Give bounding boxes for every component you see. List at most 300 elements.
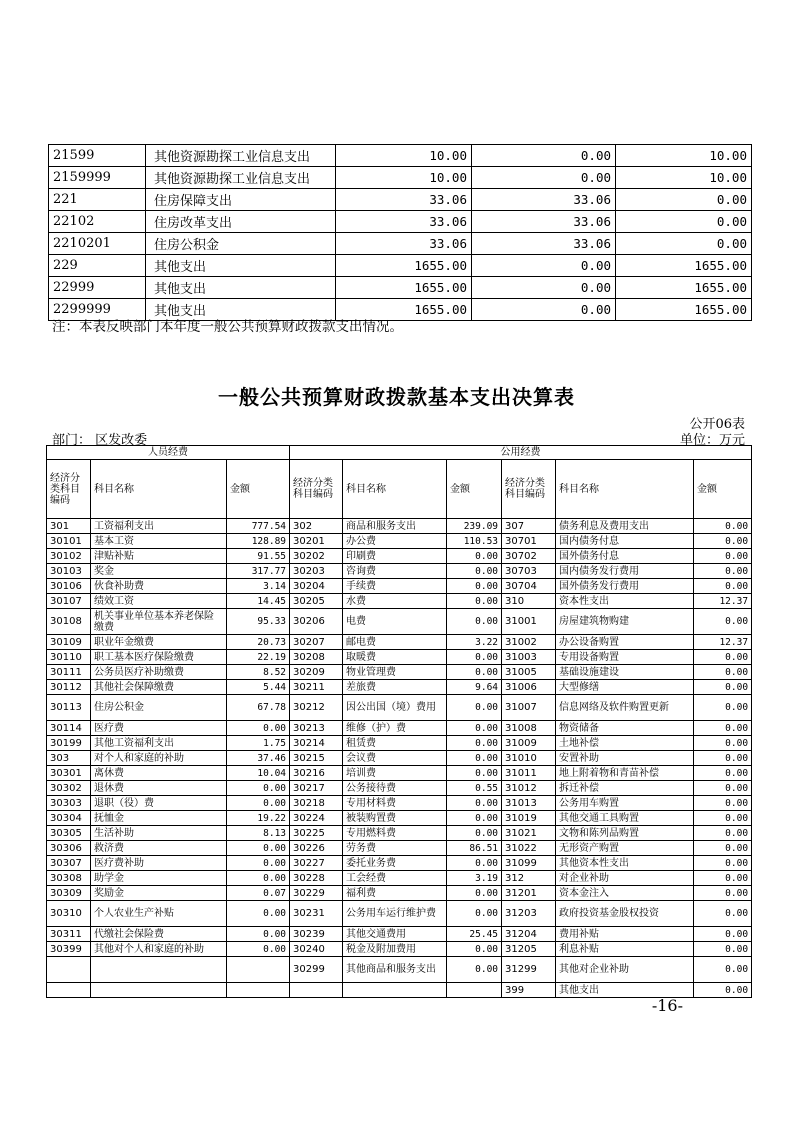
- cell-name: 奖励金: [91, 886, 227, 901]
- cell-amount: 0.00: [227, 927, 290, 942]
- cell-code: 30306: [47, 841, 91, 856]
- cell-name: 其他资源勘探工业信息支出: [146, 167, 336, 189]
- table-row: [47, 901, 752, 927]
- cell-name: 生活补助: [91, 826, 227, 841]
- col-header-amount: 金额: [447, 460, 502, 519]
- cell-code: 307: [502, 519, 556, 534]
- cell-code: 30111: [47, 665, 91, 680]
- cell-name: 其他支出: [146, 299, 336, 321]
- table-row: [47, 609, 752, 635]
- cell-code: 30112: [47, 680, 91, 695]
- cell-code: 229: [49, 255, 146, 277]
- cell-amount: 0.00: [694, 751, 752, 766]
- cell-code: 30217: [290, 781, 343, 796]
- cell-name: 工会经费: [343, 871, 447, 886]
- cell-name: 公务接待费: [343, 781, 447, 796]
- cell-code: 30227: [290, 856, 343, 871]
- cell-name: 公务用车运行维护费: [343, 901, 447, 927]
- cell-name: 国外债务付息: [556, 549, 694, 564]
- cell-amount: 0.00: [694, 766, 752, 781]
- cell-code: 22102: [49, 211, 146, 233]
- cell-amount: 8.52: [227, 665, 290, 680]
- cell-code: 30101: [47, 534, 91, 549]
- cell-amount: 10.04: [227, 766, 290, 781]
- table-row: [47, 856, 752, 871]
- cell-code: 30207: [290, 635, 343, 650]
- table-row: [49, 277, 752, 299]
- cell-amount: 14.45: [227, 594, 290, 609]
- cell-name: 费用补贴: [556, 927, 694, 942]
- cell-amount: 91.55: [227, 549, 290, 564]
- cell-name: 职业年金缴费: [91, 635, 227, 650]
- cell-code: 30225: [290, 826, 343, 841]
- cell-name: 助学金: [91, 871, 227, 886]
- cell-project: 10.00: [616, 167, 752, 189]
- cell-code: 30110: [47, 650, 91, 665]
- cell-amount: 0.00: [694, 942, 752, 957]
- cell-name: 对个人和家庭的补助: [91, 751, 227, 766]
- cell-amount: 0.00: [447, 901, 502, 927]
- cell-amount: 0.00: [447, 736, 502, 751]
- cell-amount: 0.00: [447, 609, 502, 635]
- cell-name: 邮电费: [343, 635, 447, 650]
- cell-amount: 0.00: [227, 721, 290, 736]
- cell-amount: 239.09: [447, 519, 502, 534]
- cell-basic: 0.00: [472, 277, 616, 299]
- cell-code: [290, 983, 343, 998]
- cell-code: 30214: [290, 736, 343, 751]
- cell-code: 30703: [502, 564, 556, 579]
- cell-code: 31008: [502, 721, 556, 736]
- cell-total: 33.06: [336, 211, 472, 233]
- cell-amount: 25.45: [447, 927, 502, 942]
- cell-name: 离休费: [91, 766, 227, 781]
- cell-amount: 0.00: [447, 796, 502, 811]
- cell-code: 30208: [290, 650, 343, 665]
- cell-name: 专用材料费: [343, 796, 447, 811]
- cell-amount: 0.00: [694, 650, 752, 665]
- cell-name: 信息网络及软件购置更新: [556, 695, 694, 721]
- cell-code: 30216: [290, 766, 343, 781]
- table-row: [49, 255, 752, 277]
- cell-amount: 0.00: [694, 549, 752, 564]
- cell-name: [343, 983, 447, 998]
- cell-code: 310: [502, 594, 556, 609]
- cell-amount: 86.51: [447, 841, 502, 856]
- cell-amount: 0.00: [447, 549, 502, 564]
- cell-amount: 0.00: [447, 751, 502, 766]
- cell-code: 31011: [502, 766, 556, 781]
- table-row: [47, 680, 752, 695]
- cell-amount: 0.00: [227, 871, 290, 886]
- cell-code: 30204: [290, 579, 343, 594]
- cell-code: 30113: [47, 695, 91, 721]
- cell-amount: 95.33: [227, 609, 290, 635]
- cell-name: 手续费: [343, 579, 447, 594]
- cell-amount: 0.00: [694, 927, 752, 942]
- table-row: [47, 886, 752, 901]
- cell-code: 30226: [290, 841, 343, 856]
- table-row: [47, 564, 752, 579]
- cell-name: 其他资源勘探工业信息支出: [146, 145, 336, 167]
- cell-basic: 0.00: [472, 167, 616, 189]
- cell-code: 30218: [290, 796, 343, 811]
- cell-code: 30205: [290, 594, 343, 609]
- cell-amount: 0.00: [694, 957, 752, 983]
- cell-name: 其他交通费用: [343, 927, 447, 942]
- cell-code: 30303: [47, 796, 91, 811]
- cell-amount: 0.00: [694, 534, 752, 549]
- cell-amount: 0.00: [694, 695, 752, 721]
- table-row: [47, 650, 752, 665]
- table-row: [47, 983, 752, 998]
- cell-name: 租赁费: [343, 736, 447, 751]
- table-row: [49, 233, 752, 255]
- cell-amount: 0.00: [694, 579, 752, 594]
- cell-amount: 128.89: [227, 534, 290, 549]
- cell-code: 31204: [502, 927, 556, 942]
- cell-code: 30209: [290, 665, 343, 680]
- cell-name: 因公出国（境）费用: [343, 695, 447, 721]
- cell-amount: 0.00: [447, 579, 502, 594]
- cell-name: 基本工资: [91, 534, 227, 549]
- cell-code: 30239: [290, 927, 343, 942]
- cell-code: 30229: [290, 886, 343, 901]
- cell-code: 30224: [290, 811, 343, 826]
- page-number: -16-: [651, 996, 683, 1015]
- cell-amount: 0.00: [447, 564, 502, 579]
- table-row: [47, 549, 752, 564]
- cell-code: 31006: [502, 680, 556, 695]
- cell-name: 资本性支出: [556, 594, 694, 609]
- cell-name: 住房公积金: [91, 695, 227, 721]
- cell-code: 31099: [502, 856, 556, 871]
- cell-total: 33.06: [336, 233, 472, 255]
- cell-name: 水费: [343, 594, 447, 609]
- cell-name: 其他商品和服务支出: [343, 957, 447, 983]
- cell-name: 其他社会保障缴费: [91, 680, 227, 695]
- cell-code: 30231: [290, 901, 343, 927]
- cell-code: 30701: [502, 534, 556, 549]
- cell-code: 30199: [47, 736, 91, 751]
- cell-code: 399: [502, 983, 556, 998]
- cell-code: 30311: [47, 927, 91, 942]
- cell-name: 办公费: [343, 534, 447, 549]
- table-row: [47, 579, 752, 594]
- cell-name: 物业管理费: [343, 665, 447, 680]
- page-title: 一般公共预算财政拨款基本支出决算表: [218, 385, 575, 409]
- cell-name: 救济费: [91, 841, 227, 856]
- cell-name: 其他支出: [146, 277, 336, 299]
- cell-name: 抚恤金: [91, 811, 227, 826]
- cell-name: 被装购置费: [343, 811, 447, 826]
- cell-code: 30228: [290, 871, 343, 886]
- cell-amount: 0.00: [447, 811, 502, 826]
- table-note: 注：本表反映部门本年度一般公共预算财政拨款支出情况。: [52, 319, 403, 335]
- col-header-amount: 金额: [227, 460, 290, 519]
- cell-code: 30203: [290, 564, 343, 579]
- cell-name: 债务利息及费用支出: [556, 519, 694, 534]
- table-row: [47, 957, 752, 983]
- cell-name: 退休费: [91, 781, 227, 796]
- cell-name: 国外债务发行费用: [556, 579, 694, 594]
- cell-amount: 0.00: [694, 665, 752, 680]
- cell-amount: 0.00: [227, 781, 290, 796]
- cell-amount: 3.22: [447, 635, 502, 650]
- cell-amount: 0.55: [447, 781, 502, 796]
- cell-name: 住房改革支出: [146, 211, 336, 233]
- cell-amount: [227, 957, 290, 983]
- department-label: 部门： 区发改委: [52, 433, 148, 448]
- cell-basic: 0.00: [472, 255, 616, 277]
- cell-code: 30240: [290, 942, 343, 957]
- cell-amount: 0.00: [694, 886, 752, 901]
- cell-name: 机关事业单位基本养老保险缴费: [91, 609, 227, 635]
- cell-code: 31203: [502, 901, 556, 927]
- cell-code: 30305: [47, 826, 91, 841]
- cell-amount: 0.00: [227, 796, 290, 811]
- cell-code: 31012: [502, 781, 556, 796]
- cell-name: 文物和陈列品购置: [556, 826, 694, 841]
- cell-amount: 0.00: [447, 856, 502, 871]
- cell-project: 1655.00: [616, 277, 752, 299]
- cell-code: 31002: [502, 635, 556, 650]
- public-group-header: 公用经费: [290, 446, 752, 460]
- cell-code: [47, 983, 91, 998]
- cell-amount: 0.00: [694, 983, 752, 998]
- col-header-name: 科目名称: [91, 460, 227, 519]
- cell-name: 津贴补贴: [91, 549, 227, 564]
- cell-code: 221: [49, 189, 146, 211]
- col-header-name: 科目名称: [343, 460, 447, 519]
- cell-amount: 0.00: [694, 901, 752, 927]
- table-row: [47, 751, 752, 766]
- cell-code: 31299: [502, 957, 556, 983]
- cell-code: 30309: [47, 886, 91, 901]
- table-row: [47, 811, 752, 826]
- cell-name: 政府投资基金股权投资: [556, 901, 694, 927]
- cell-amount: 0.00: [447, 650, 502, 665]
- cell-amount: 0.00: [447, 957, 502, 983]
- cell-amount: 0.00: [227, 901, 290, 927]
- cell-name: 基础设施建设: [556, 665, 694, 680]
- cell-name: 差旅费: [343, 680, 447, 695]
- cell-name: 专用燃料费: [343, 826, 447, 841]
- cell-amount: 0.00: [694, 721, 752, 736]
- cell-amount: 0.00: [694, 680, 752, 695]
- cell-project: 1655.00: [616, 299, 752, 321]
- cell-name: 税金及附加费用: [343, 942, 447, 957]
- cell-name: 国内债务付息: [556, 534, 694, 549]
- cell-name: 取暖费: [343, 650, 447, 665]
- cell-code: 2210201: [49, 233, 146, 255]
- table-row: [47, 635, 752, 650]
- cell-name: 伙食补助费: [91, 579, 227, 594]
- cell-total: 1655.00: [336, 277, 472, 299]
- table-row: [47, 665, 752, 680]
- cell-code: 30704: [502, 579, 556, 594]
- cell-amount: 0.00: [694, 781, 752, 796]
- cell-code: 30213: [290, 721, 343, 736]
- cell-code: 30307: [47, 856, 91, 871]
- cell-name: 房屋建筑物购建: [556, 609, 694, 635]
- cell-amount: 0.07: [227, 886, 290, 901]
- cell-name: 公务员医疗补助缴费: [91, 665, 227, 680]
- cell-code: 30114: [47, 721, 91, 736]
- cell-code: 30103: [47, 564, 91, 579]
- table-code: 公开06表: [689, 417, 745, 432]
- cell-code: 22999: [49, 277, 146, 299]
- cell-total: 1655.00: [336, 255, 472, 277]
- cell-name: 其他对企业补助: [556, 957, 694, 983]
- cell-amount: 0.00: [694, 841, 752, 856]
- cell-name: 对企业补助: [556, 871, 694, 886]
- cell-amount: 777.54: [227, 519, 290, 534]
- cell-name: 住房公积金: [146, 233, 336, 255]
- cell-name: 拆迁补偿: [556, 781, 694, 796]
- cell-code: 30202: [290, 549, 343, 564]
- cell-code: 30299: [290, 957, 343, 983]
- table-row: [47, 695, 752, 721]
- cell-name: 个人农业生产补贴: [91, 901, 227, 927]
- cell-project: 0.00: [616, 189, 752, 211]
- cell-amount: 0.00: [227, 841, 290, 856]
- table-row: [49, 167, 752, 189]
- cell-code: 31007: [502, 695, 556, 721]
- cell-name: 办公设备购置: [556, 635, 694, 650]
- cell-code: 302: [290, 519, 343, 534]
- cell-code: 31021: [502, 826, 556, 841]
- cell-amount: 3.19: [447, 871, 502, 886]
- cell-project: 0.00: [616, 211, 752, 233]
- cell-code: 30301: [47, 766, 91, 781]
- cell-amount: 0.00: [694, 811, 752, 826]
- cell-code: 30302: [47, 781, 91, 796]
- cell-amount: [447, 983, 502, 998]
- cell-project: 10.00: [616, 145, 752, 167]
- cell-name: 专用设备购置: [556, 650, 694, 665]
- cell-name: 住房保障支出: [146, 189, 336, 211]
- cell-name: 无形资产购置: [556, 841, 694, 856]
- table-row: [49, 211, 752, 233]
- cell-code: 30102: [47, 549, 91, 564]
- cell-code: 30108: [47, 609, 91, 635]
- cell-amount: 0.00: [227, 942, 290, 957]
- cell-name: 医疗费补助: [91, 856, 227, 871]
- cell-name: 其他交通工具购置: [556, 811, 694, 826]
- cell-name: 安置补助: [556, 751, 694, 766]
- cell-code: 30201: [290, 534, 343, 549]
- cell-project: 1655.00: [616, 255, 752, 277]
- cell-code: 30215: [290, 751, 343, 766]
- cell-name: 其他资本性支出: [556, 856, 694, 871]
- col-header-code: 经济分类科目编码: [290, 460, 343, 519]
- cell-name: 资本金注入: [556, 886, 694, 901]
- cell-name: 绩效工资: [91, 594, 227, 609]
- cell-code: 30399: [47, 942, 91, 957]
- cell-code: 30109: [47, 635, 91, 650]
- cell-name: 退职（役）费: [91, 796, 227, 811]
- table-row: [47, 841, 752, 856]
- cell-code: 2159999: [49, 167, 146, 189]
- cell-code: 31005: [502, 665, 556, 680]
- cell-name: 工资福利支出: [91, 519, 227, 534]
- cell-amount: 3.14: [227, 579, 290, 594]
- cell-amount: 0.00: [227, 856, 290, 871]
- cell-name: 国内债务发行费用: [556, 564, 694, 579]
- cell-name: 电费: [343, 609, 447, 635]
- table-row: [49, 189, 752, 211]
- cell-amount: 0.00: [694, 564, 752, 579]
- cell-project: 0.00: [616, 233, 752, 255]
- cell-name: 培训费: [343, 766, 447, 781]
- cell-code: 31201: [502, 886, 556, 901]
- cell-code: 30206: [290, 609, 343, 635]
- table-row: [47, 942, 752, 957]
- cell-amount: 0.00: [447, 695, 502, 721]
- cell-code: 31003: [502, 650, 556, 665]
- cell-code: 30310: [47, 901, 91, 927]
- cell-code: 301: [47, 519, 91, 534]
- col-header-name: 科目名称: [556, 460, 694, 519]
- group-header-row: [47, 446, 752, 460]
- cell-code: 31022: [502, 841, 556, 856]
- cell-code: 31019: [502, 811, 556, 826]
- table-row: [47, 781, 752, 796]
- table-row: [47, 927, 752, 942]
- cell-name: 委托业务费: [343, 856, 447, 871]
- cell-name: 医疗费: [91, 721, 227, 736]
- cell-code: 31205: [502, 942, 556, 957]
- top-expenditure-table: [48, 144, 752, 321]
- table-row: [47, 721, 752, 736]
- cell-basic: 33.06: [472, 233, 616, 255]
- cell-basic: 0.00: [472, 299, 616, 321]
- cell-total: 10.00: [336, 145, 472, 167]
- cell-amount: 37.46: [227, 751, 290, 766]
- cell-amount: 19.22: [227, 811, 290, 826]
- cell-name: 土地补偿: [556, 736, 694, 751]
- cell-amount: 0.00: [447, 826, 502, 841]
- cell-amount: 0.00: [447, 721, 502, 736]
- cell-code: 312: [502, 871, 556, 886]
- cell-amount: 0.00: [694, 856, 752, 871]
- cell-amount: [227, 983, 290, 998]
- cell-code: [47, 957, 91, 983]
- cell-basic: 33.06: [472, 211, 616, 233]
- table-row: [47, 736, 752, 751]
- cell-name: 职工基本医疗保险缴费: [91, 650, 227, 665]
- unit-label: 单位：万元: [679, 433, 745, 448]
- cell-name: 维修（护）费: [343, 721, 447, 736]
- cell-code: 31013: [502, 796, 556, 811]
- cell-amount: 0.00: [694, 826, 752, 841]
- cell-name: [91, 957, 227, 983]
- cell-name: 公务用车购置: [556, 796, 694, 811]
- cell-code: 30212: [290, 695, 343, 721]
- cell-total: 10.00: [336, 167, 472, 189]
- cell-code: 30106: [47, 579, 91, 594]
- col-header-code: 经济分类科目编码: [47, 460, 91, 519]
- cell-name: 咨询费: [343, 564, 447, 579]
- cell-total: 33.06: [336, 189, 472, 211]
- cell-name: 利息补贴: [556, 942, 694, 957]
- table-row: [47, 871, 752, 886]
- cell-amount: 0.00: [447, 886, 502, 901]
- cell-amount: 0.00: [694, 519, 752, 534]
- cell-amount: 8.13: [227, 826, 290, 841]
- cell-amount: 67.78: [227, 695, 290, 721]
